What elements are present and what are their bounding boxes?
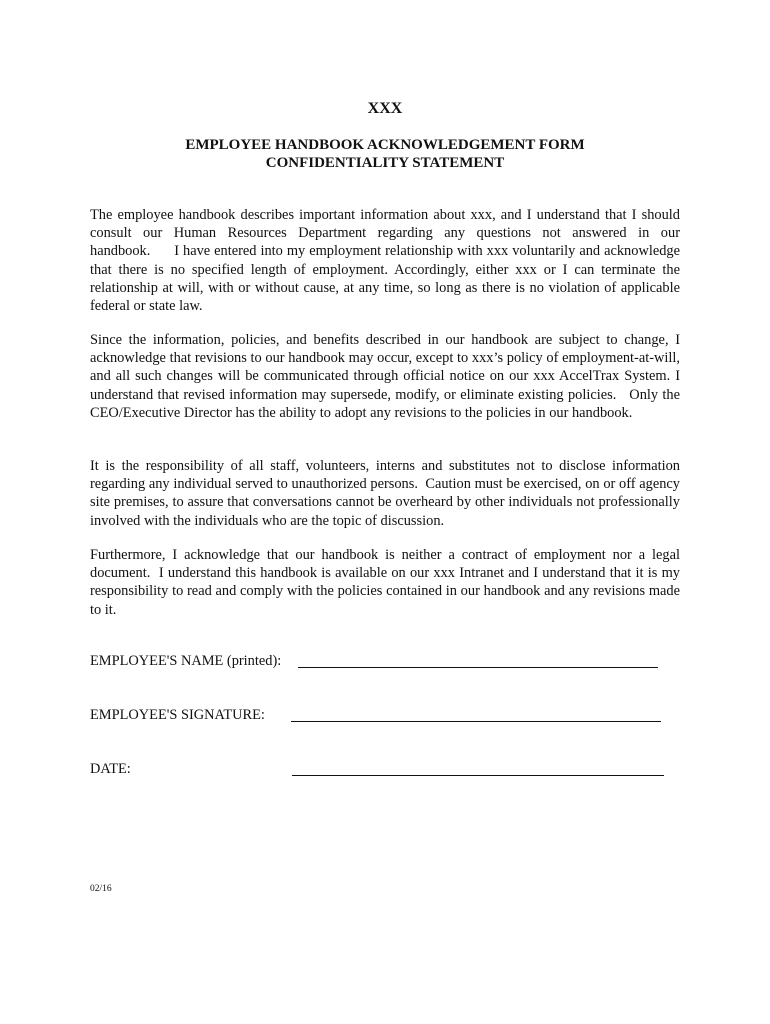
paragraph-confidentiality: It is the responsibility of all staff, volunteers, interns and substitutes not to disclose information regarding any individual served to unauthorized persons. Caution must be exercised, on or off agency site premises, to assure that conversations cannot be overheard by other individuals not professionally involved with the individuals who are the topic of discussion. [90,458,680,529]
date-label: DATE: [90,761,131,777]
date-field[interactable] [292,775,664,776]
form-title: EMPLOYEE HANDBOOK ACKNOWLEDGEMENT FORM [185,137,585,153]
employee-signature-field[interactable] [291,721,661,722]
paragraph-handbook-overview: The employee handbook describes important information about xxx, and I understand that I should consult our Human Resources Department regarding any questions not answered in our handbook. I have entered into my employment relationship with xxx voluntarily and acknowledge that there is no specified length of employment. Accordingly, either xxx or I can terminate the relationship at will, with or without cause, at any time, so long as there is no violation of applicable federal or state law. [90,207,680,315]
employee-name-label: EMPLOYEE'S NAME (printed): [90,653,282,669]
employee-name-field[interactable] [298,667,658,668]
paragraph-not-a-contract: Furthermore, I acknowledge that our handbook is neither a contract of employment nor a legal document. I understand this handbook is available on our xxx Intranet and I understand that it is my responsibility to read and comply with the policies contained in our handbook and any revisions made to it. [90,547,680,618]
paragraph-policy-changes: Since the information, policies, and benefits described in our handbook are subject to change, I acknowledge that revisions to our handbook may occur, except to xxx’s policy of employment-at-will, and all such changes will be communicated through official notice on our xxx AccelTrax System. I understand that revised information may supersede, modify, or eliminate existing policies. Only the CEO/Executive Director has the ability to adopt any revisions to the policies in our handbook. [90,332,680,421]
organization-name: XXX [367,100,403,117]
form-subtitle: CONFIDENTIALITY STATEMENT [265,155,505,171]
revision-code: 02/16 [90,884,112,894]
employee-signature-label: EMPLOYEE'S SIGNATURE: [90,707,265,723]
